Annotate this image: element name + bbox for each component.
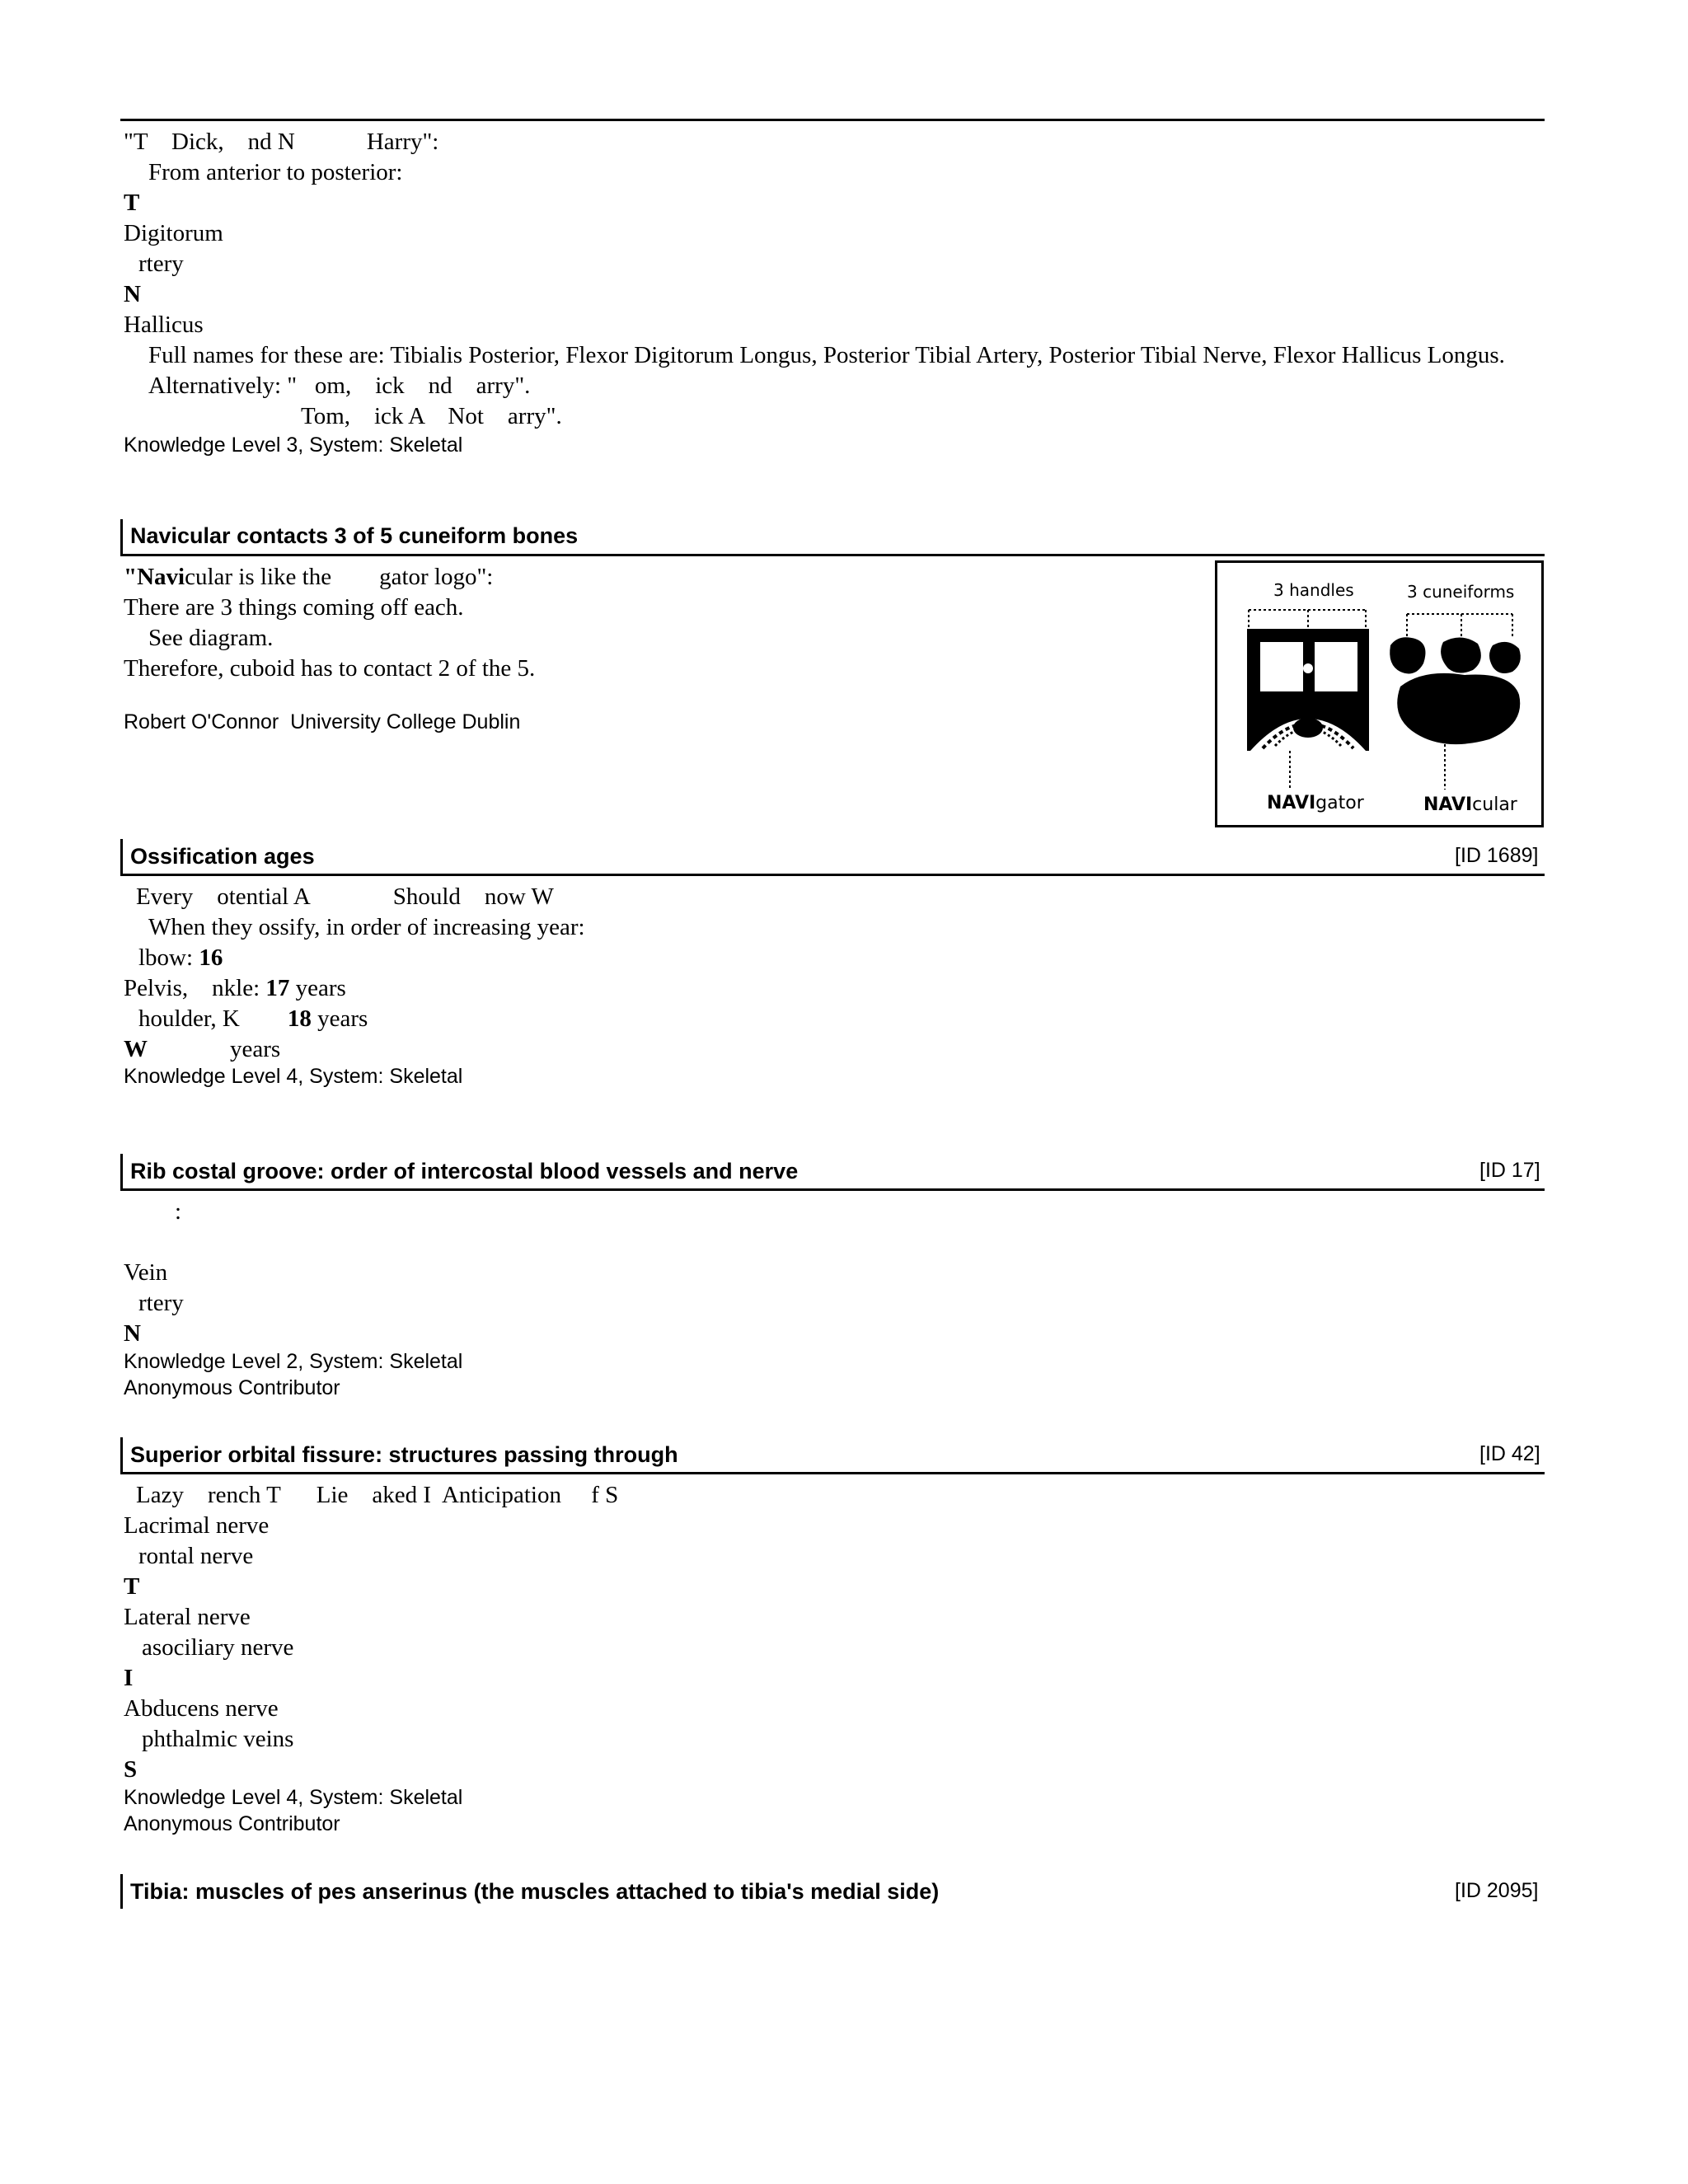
bracket-right — [1407, 614, 1512, 639]
section-rule — [120, 554, 1545, 556]
section-title: Superior orbital fissure: structures passing through — [130, 1442, 678, 1467]
list-item: asociliary nerve — [142, 1634, 294, 1661]
text-line: N — [124, 281, 141, 307]
caption-navigator: NAVIgator — [1267, 793, 1364, 813]
mnemonic-line: : — [175, 1198, 182, 1225]
text-line: lbow: 16 — [138, 944, 223, 971]
list-item: phthalmic veins — [142, 1726, 294, 1752]
text-line: See diagram. — [148, 625, 274, 651]
list-item: rontal nerve — [138, 1543, 254, 1569]
section-title: Tibia: muscles of pes anserinus (the muscles attached to tibia's medial side) — [130, 1879, 940, 1904]
text-line: houlder, K 18 years — [138, 1005, 368, 1032]
text-line: W years — [124, 1036, 281, 1062]
list-item: I — [124, 1665, 134, 1691]
section-rule — [120, 1472, 1545, 1474]
list-item: Lateral nerve — [124, 1604, 251, 1630]
section-marker — [120, 1874, 123, 1909]
knowledge-level: Knowledge Level 4, System: Skeletal — [124, 1065, 463, 1088]
entry-id: [ID 2095] — [1455, 1879, 1539, 1902]
text-line: rtery — [138, 1290, 184, 1316]
text-line: Alternatively: " om, ick nd arry". — [148, 373, 531, 399]
section-rule — [120, 874, 1545, 876]
text-line: There are 3 things coming off each. — [124, 594, 464, 621]
gator-logo-icon — [1247, 629, 1369, 751]
diagram-graphic — [1217, 563, 1541, 825]
text-line: rtery — [138, 251, 184, 277]
knowledge-level: Knowledge Level 4, System: Skeletal — [124, 1786, 463, 1809]
list-item: Abducens nerve — [124, 1695, 279, 1722]
section-marker — [120, 519, 123, 554]
section-rule — [120, 1188, 1545, 1191]
text-line: Full names for these are: Tibialis Posterior, Flexor Digitorum Longus, Posterior Tibial Artery, Posterior Tibial Nerve, Flexor Hallicus Longus. — [148, 342, 1505, 368]
mnemonic-line: Every otential A Should now W — [136, 883, 554, 910]
knowledge-level: Knowledge Level 2, System: Skeletal — [124, 1350, 463, 1373]
entry-id: [ID 17] — [1479, 1159, 1540, 1182]
entry-id: [ID 1689] — [1455, 844, 1539, 867]
text-line: Vein — [124, 1259, 168, 1286]
text-line: N — [124, 1320, 141, 1347]
navicular-bone-icon — [1390, 637, 1521, 744]
list-item: T — [124, 1573, 140, 1600]
section-marker — [120, 1437, 123, 1472]
mnemonic-line: Lazy rench T Lie aked I Anticipation f S — [136, 1482, 619, 1508]
text-line: Digitorum — [124, 220, 223, 246]
contributor: Anonymous Contributor — [124, 1812, 340, 1835]
contributor: Robert O'Connor University College Dublin — [124, 710, 521, 733]
navigator-navicular-diagram — [1215, 560, 1544, 827]
knowledge-level: Knowledge Level 3, System: Skeletal — [124, 434, 463, 457]
section-marker — [120, 839, 123, 874]
label-3-cuneiforms: 3 cuneiforms — [1407, 582, 1515, 602]
list-item: S — [124, 1756, 138, 1783]
text-line: Tom, ick A Not arry". — [301, 403, 562, 429]
mnemonic-line: "Navicular is like the gator logo": — [124, 564, 494, 590]
section-title: Ossification ages — [130, 844, 315, 869]
section-marker — [120, 1154, 123, 1188]
contributor: Anonymous Contributor — [124, 1376, 340, 1399]
text-line: When they ossify, in order of increasing year: — [148, 914, 585, 940]
entry-id: [ID 42] — [1479, 1442, 1540, 1465]
text-line: T — [124, 190, 140, 216]
text-line: Pelvis, nkle: 17 years — [124, 975, 346, 1001]
caption-navicular: NAVIcular — [1423, 794, 1517, 815]
list-item: Lacrimal nerve — [124, 1512, 270, 1539]
section-title: Navicular contacts 3 of 5 cuneiform bones — [130, 523, 579, 548]
mnemonic-line: "T Dick, nd N Harry": — [124, 129, 439, 155]
section-title: Rib costal groove: order of intercostal blood vessels and nerve — [130, 1159, 799, 1183]
pointer-lines — [1290, 744, 1445, 790]
bracket-left — [1249, 610, 1366, 630]
label-3-handles: 3 handles — [1273, 580, 1354, 600]
text-line: Therefore, cuboid has to contact 2 of the 5. — [124, 655, 536, 682]
top-rule — [120, 119, 1545, 121]
text-line: Hallicus — [124, 312, 204, 338]
text-line: From anterior to posterior: — [148, 159, 403, 185]
